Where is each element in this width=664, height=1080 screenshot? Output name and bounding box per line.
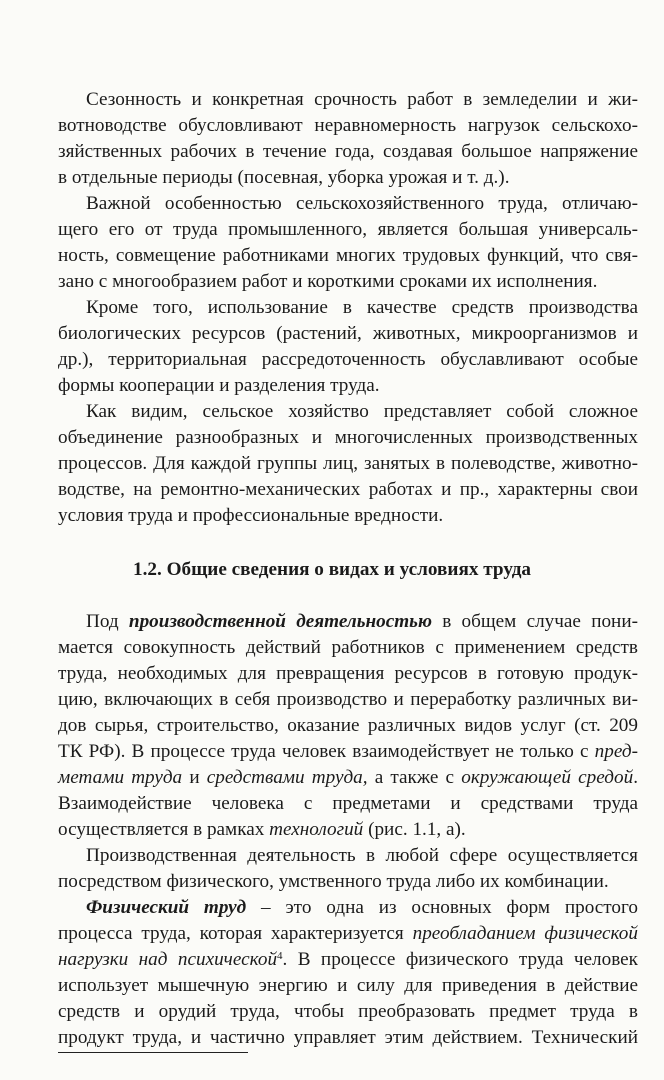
text-line: условия труда и профессиональные вредности. [58,505,444,526]
text-line: труда, необходимых для превращения ресурсов в готовую продук- [58,663,638,684]
text-span: Под [86,611,129,632]
text-line: использует мышечную энергию и силу для приведения в действие [58,975,638,996]
text-line [58,738,638,766]
text-line [58,816,638,844]
text-line: зяйственных рабочих в течение года, создавая большое напряжение [58,141,638,162]
text-line: ность, совмещение работниками многих трудовых функций, что свя- [58,245,638,266]
text-line: объединение разнообразных и многочисленных производственных [58,427,638,448]
text-line: посредством физического, умственного труда либо их комбинации. [58,871,609,892]
text-span: а также с [367,767,462,788]
text-line: мается совокупность действий работников с применением средств [58,637,638,658]
italic-term: окружающей средой [461,767,634,788]
text-span: осуществляется в рамках [58,819,270,840]
text-line: Как видим, сельское хозяйство представляет собой сложное [86,401,638,422]
text-line [58,608,638,636]
term-emphasis: Физический труд [86,897,247,918]
text-line: Производственная деятельность в любой сфере осуществляется [86,845,638,866]
text-span: процесса труда, которая характеризуется [58,923,413,944]
text-span: и [182,767,207,788]
italic-term: средствами труда, [206,767,368,788]
text-line: др.), территориальная рассредоточенность обуславливают особые [58,349,638,370]
text-line: продукт труда, и частично управляет этим действием. Технический [58,1027,638,1048]
italic-term: нагрузки над психической [58,949,278,970]
term-emphasis: производственной деятельностью [128,611,432,632]
italic-term: преобладанием физической [412,923,638,944]
section-heading: 1.2. Общие сведения о видах и условиях труда [132,559,532,580]
italic-term: метами труда [58,767,183,788]
text-line [58,920,638,948]
text-line: процессов. Для каждой группы лиц, занятых в полеводстве, животно- [58,453,638,474]
footnote-divider [58,1052,248,1053]
text-span: . [633,767,638,788]
text-line: в отдельные периоды (посевная, уборка урожая и т. д.). [58,167,510,188]
text-line: вотноводстве обусловливают неравномерность нагрузок сельскохо- [58,115,638,136]
text-line: Важной особенностью сельскохозяйственного труда, отличаю- [86,193,638,214]
text-line: средств и орудий труда, чтобы преобразовать предмет труда в [58,1001,638,1022]
text-line [58,764,638,792]
text-line: формы кооперации и разделения труда. [58,375,380,396]
footnote-reference: 4 [277,949,283,962]
text-span: . В процессе физического труда человек [282,949,638,970]
text-line: Взаимодействие человека с предметами и средствами труда [58,793,638,814]
text-line [58,946,638,974]
text-line: биологических ресурсов (растений, животных, микроорганизмов и [58,323,638,344]
text-span: в общем случае пони- [431,611,638,632]
text-line [58,894,638,922]
text-line: Сезонность и конкретная срочность работ в земледелии и жи- [86,89,638,110]
text-span: (рис. 1.1, а). [363,819,466,840]
text-span: ТК РФ). В процессе труда человек взаимодействует не только с [58,741,595,762]
text-line: дов сырья, строительство, оказание различных видов услуг (ст. 209 [58,715,638,736]
italic-term: технологий [269,819,364,840]
text-line: цию, включающих в себя производство и переработку различных ви- [58,689,638,710]
italic-term: пред- [594,741,638,762]
text-line: зано с многообразием работ и короткими сроками их исполнения. [58,271,598,292]
text-span: – это одна из основных форм простого [246,897,638,918]
text-line: Кроме того, использование в качестве средств производства [86,297,638,318]
text-line: щего его от труда промышленного, является большая универсаль- [58,219,638,240]
text-line: водстве, на ремонтно-механических работах и пр., характерны свои [58,479,638,500]
